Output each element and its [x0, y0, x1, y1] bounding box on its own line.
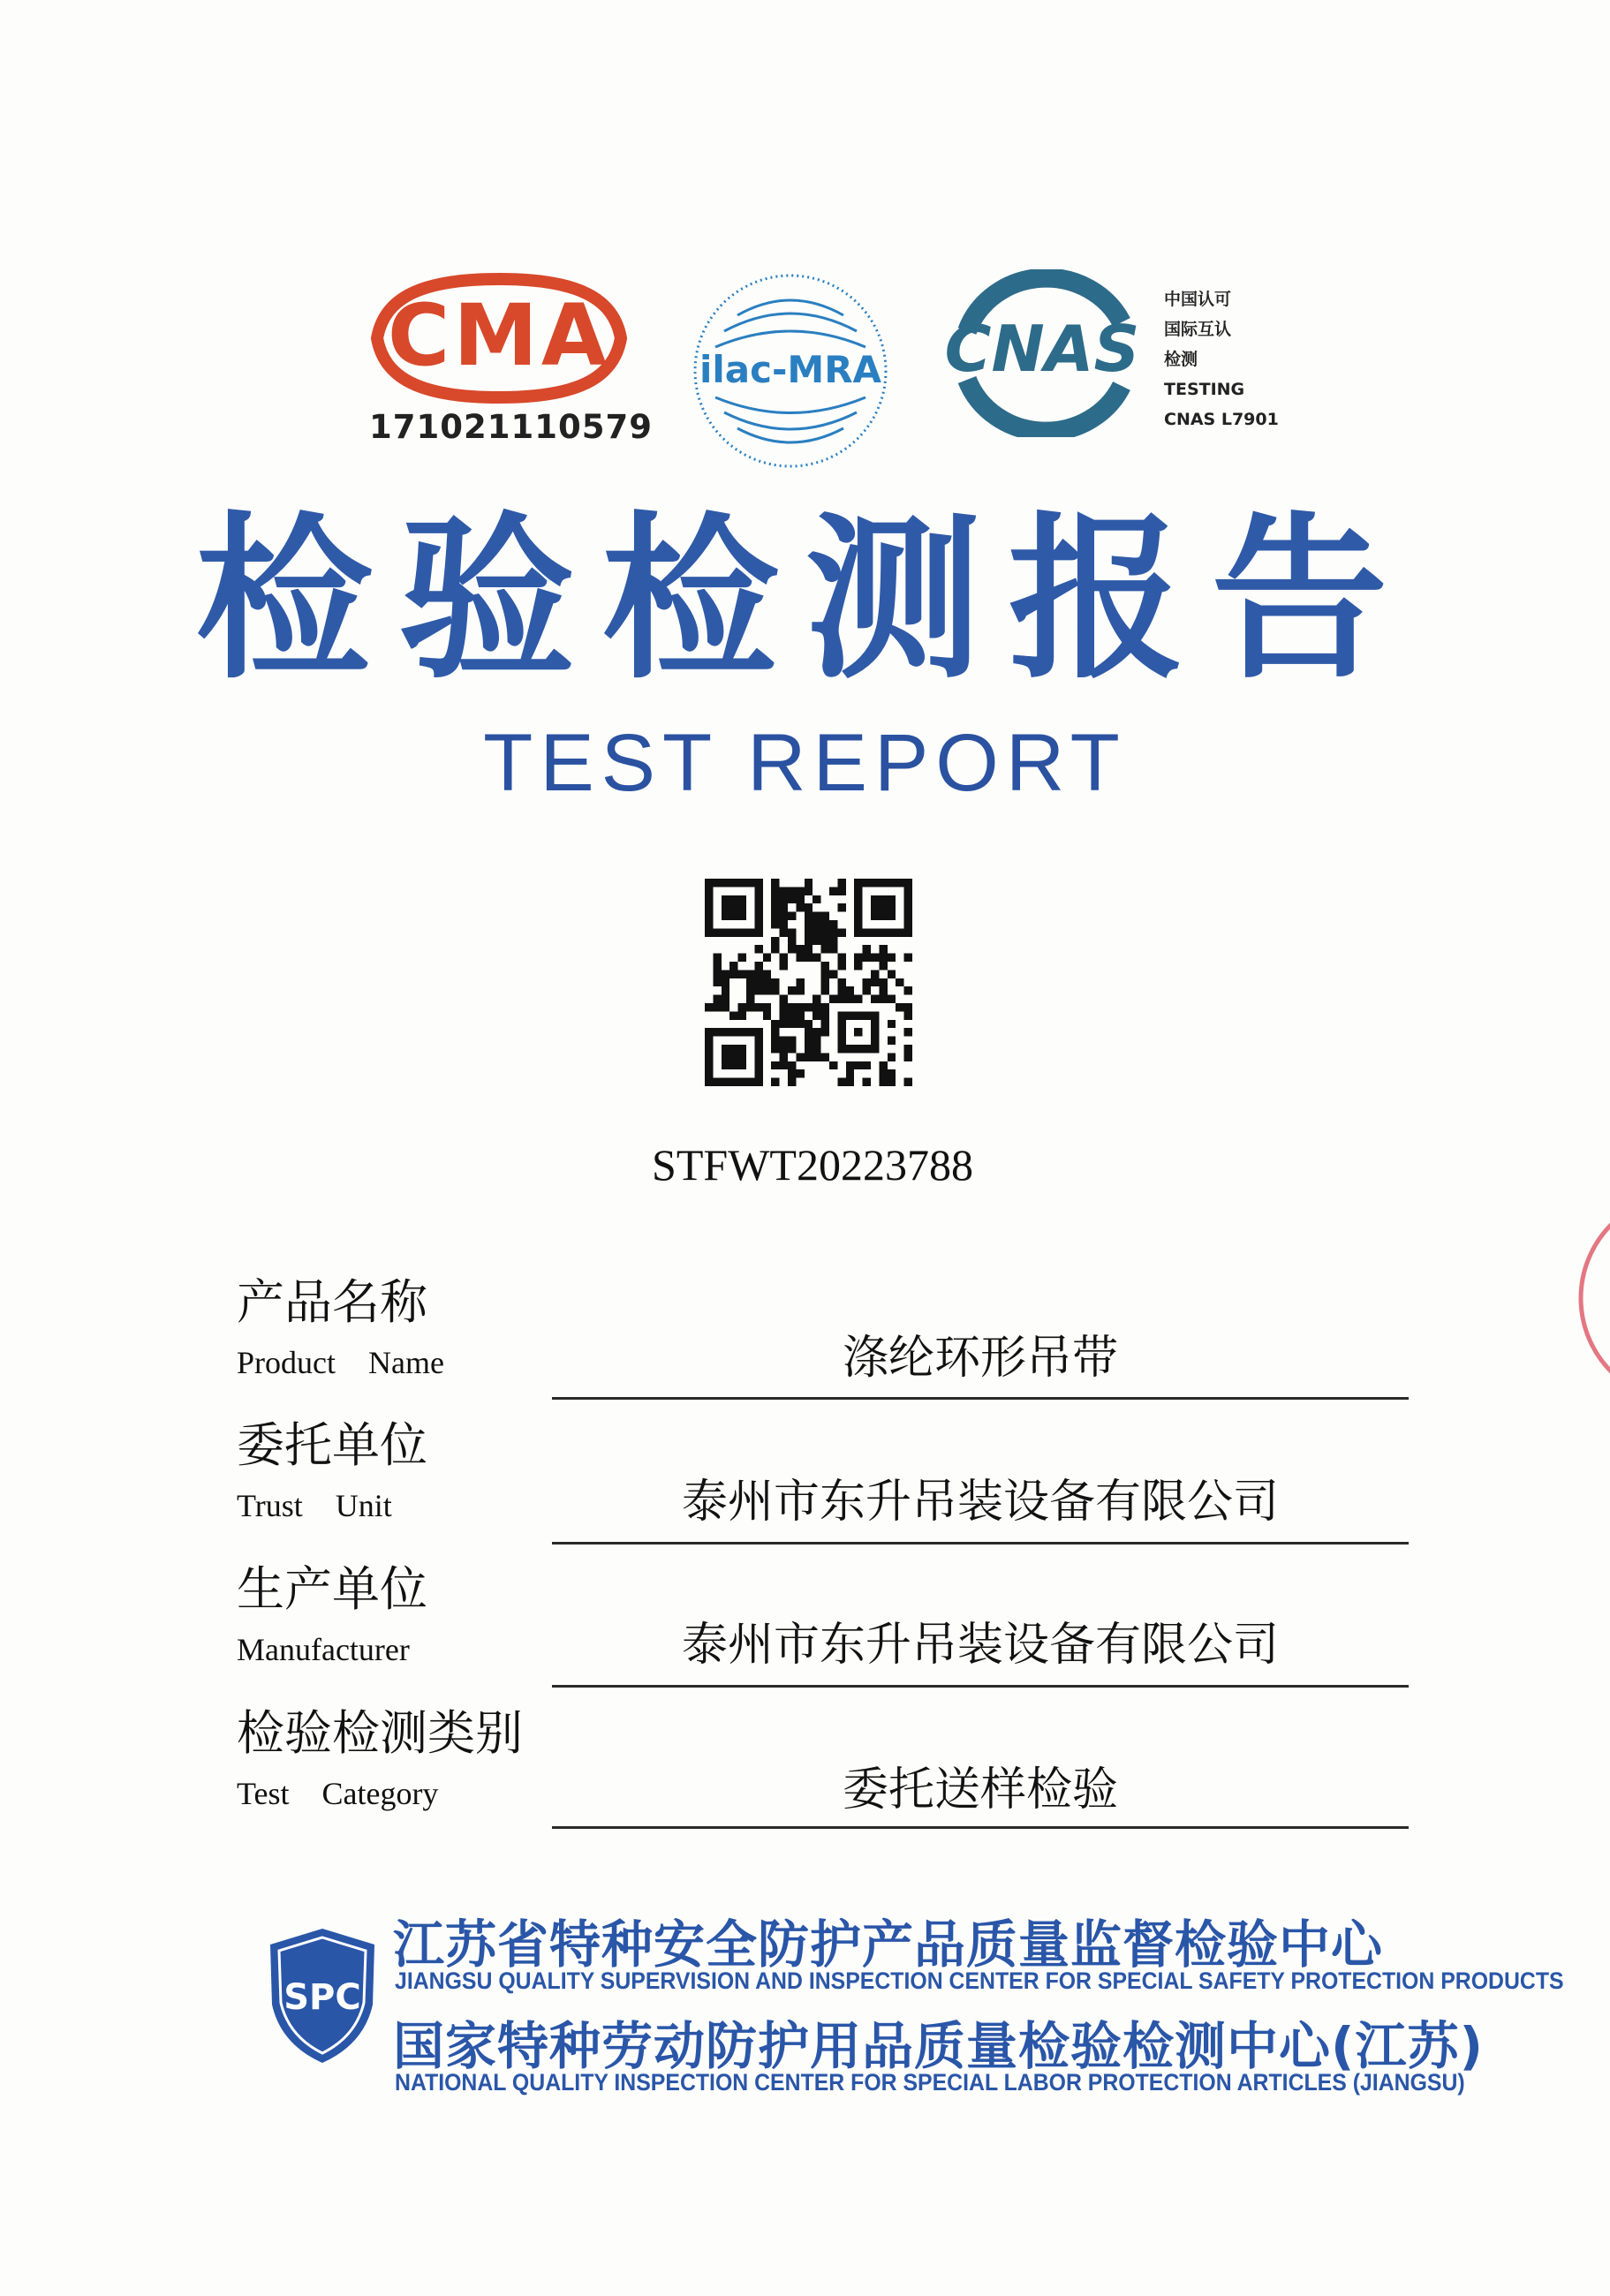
report-title-english: TEST REPORT: [483, 718, 1127, 808]
report-title-chinese: 检验检测报告: [195, 497, 1415, 703]
field-label-trust-unit-en: Trust Unit: [237, 1488, 392, 1523]
field-label-test-category-en: Test Category: [237, 1776, 439, 1811]
spc-name-cn-1: 江苏省特种安全防护产品质量监督检验中心: [393, 1915, 1384, 1975]
cma-logo: [367, 272, 631, 404]
cma-logo-lettering: CMA: [387, 286, 611, 385]
cnas-line: 中国认可: [1164, 290, 1232, 309]
field-label-trust-unit-cn: 委托单位: [237, 1417, 427, 1473]
cnas-line: 检测: [1164, 350, 1198, 369]
field-value-manufacturer: 泰州市东升吊装设备有限公司: [681, 1619, 1279, 1672]
cnas-logo: [932, 269, 1153, 437]
field-label-manufacturer-cn: 生产单位: [237, 1561, 427, 1617]
field-value-test-category: 委托送样检验: [842, 1764, 1118, 1816]
field-underline: [552, 1542, 1409, 1545]
field-label-test-category-cn: 检验检测类别: [237, 1705, 523, 1761]
spc-badge-lettering: SPC: [283, 1977, 361, 2018]
field-underline: [552, 1826, 1409, 1829]
red-seal-stamp: [1570, 1183, 1610, 1413]
qr-code[interactable]: [705, 879, 912, 1086]
cnas-line: CNAS L7901: [1164, 410, 1279, 429]
field-underline: [552, 1685, 1409, 1688]
field-label-product-name-en: Product Name: [237, 1345, 444, 1380]
ilac-logo-lettering: ilac-MRA: [699, 348, 882, 391]
cnas-line: TESTING: [1164, 380, 1245, 399]
cnas-accreditation-text: [1164, 284, 1305, 434]
field-label-product-name-cn: 产品名称: [237, 1274, 427, 1330]
field-value-trust-unit: 泰州市东升吊装设备有限公司: [681, 1476, 1279, 1529]
report-number: STFWT20223788: [652, 1140, 973, 1190]
field-label-manufacturer-en: Manufacturer: [237, 1632, 410, 1667]
spc-shield-logo: [265, 1925, 380, 2066]
ilac-mra-logo: [689, 269, 892, 472]
cma-number: 171021110579: [369, 408, 653, 446]
spc-name-cn-2: 国家特种劳动防护用品质量检验检测中心(江苏): [393, 2016, 1485, 2076]
cnas-logo-lettering: CNAS: [944, 312, 1140, 386]
field-value-product-name: 涤纶环形吊带: [842, 1332, 1118, 1385]
spc-name-en-2: NATIONAL QUALITY INSPECTION CENTER FOR SPECIAL LABOR PROTECTION ARTICLES (JIANGSU): [395, 2069, 1465, 2096]
spc-name-en-1: JIANGSU QUALITY SUPERVISION AND INSPECTION CENTER FOR SPECIAL SAFETY PROTECTION PRODUCTS: [395, 1967, 1564, 1994]
cnas-line: 国际互认: [1164, 320, 1232, 339]
field-underline: [552, 1397, 1409, 1400]
